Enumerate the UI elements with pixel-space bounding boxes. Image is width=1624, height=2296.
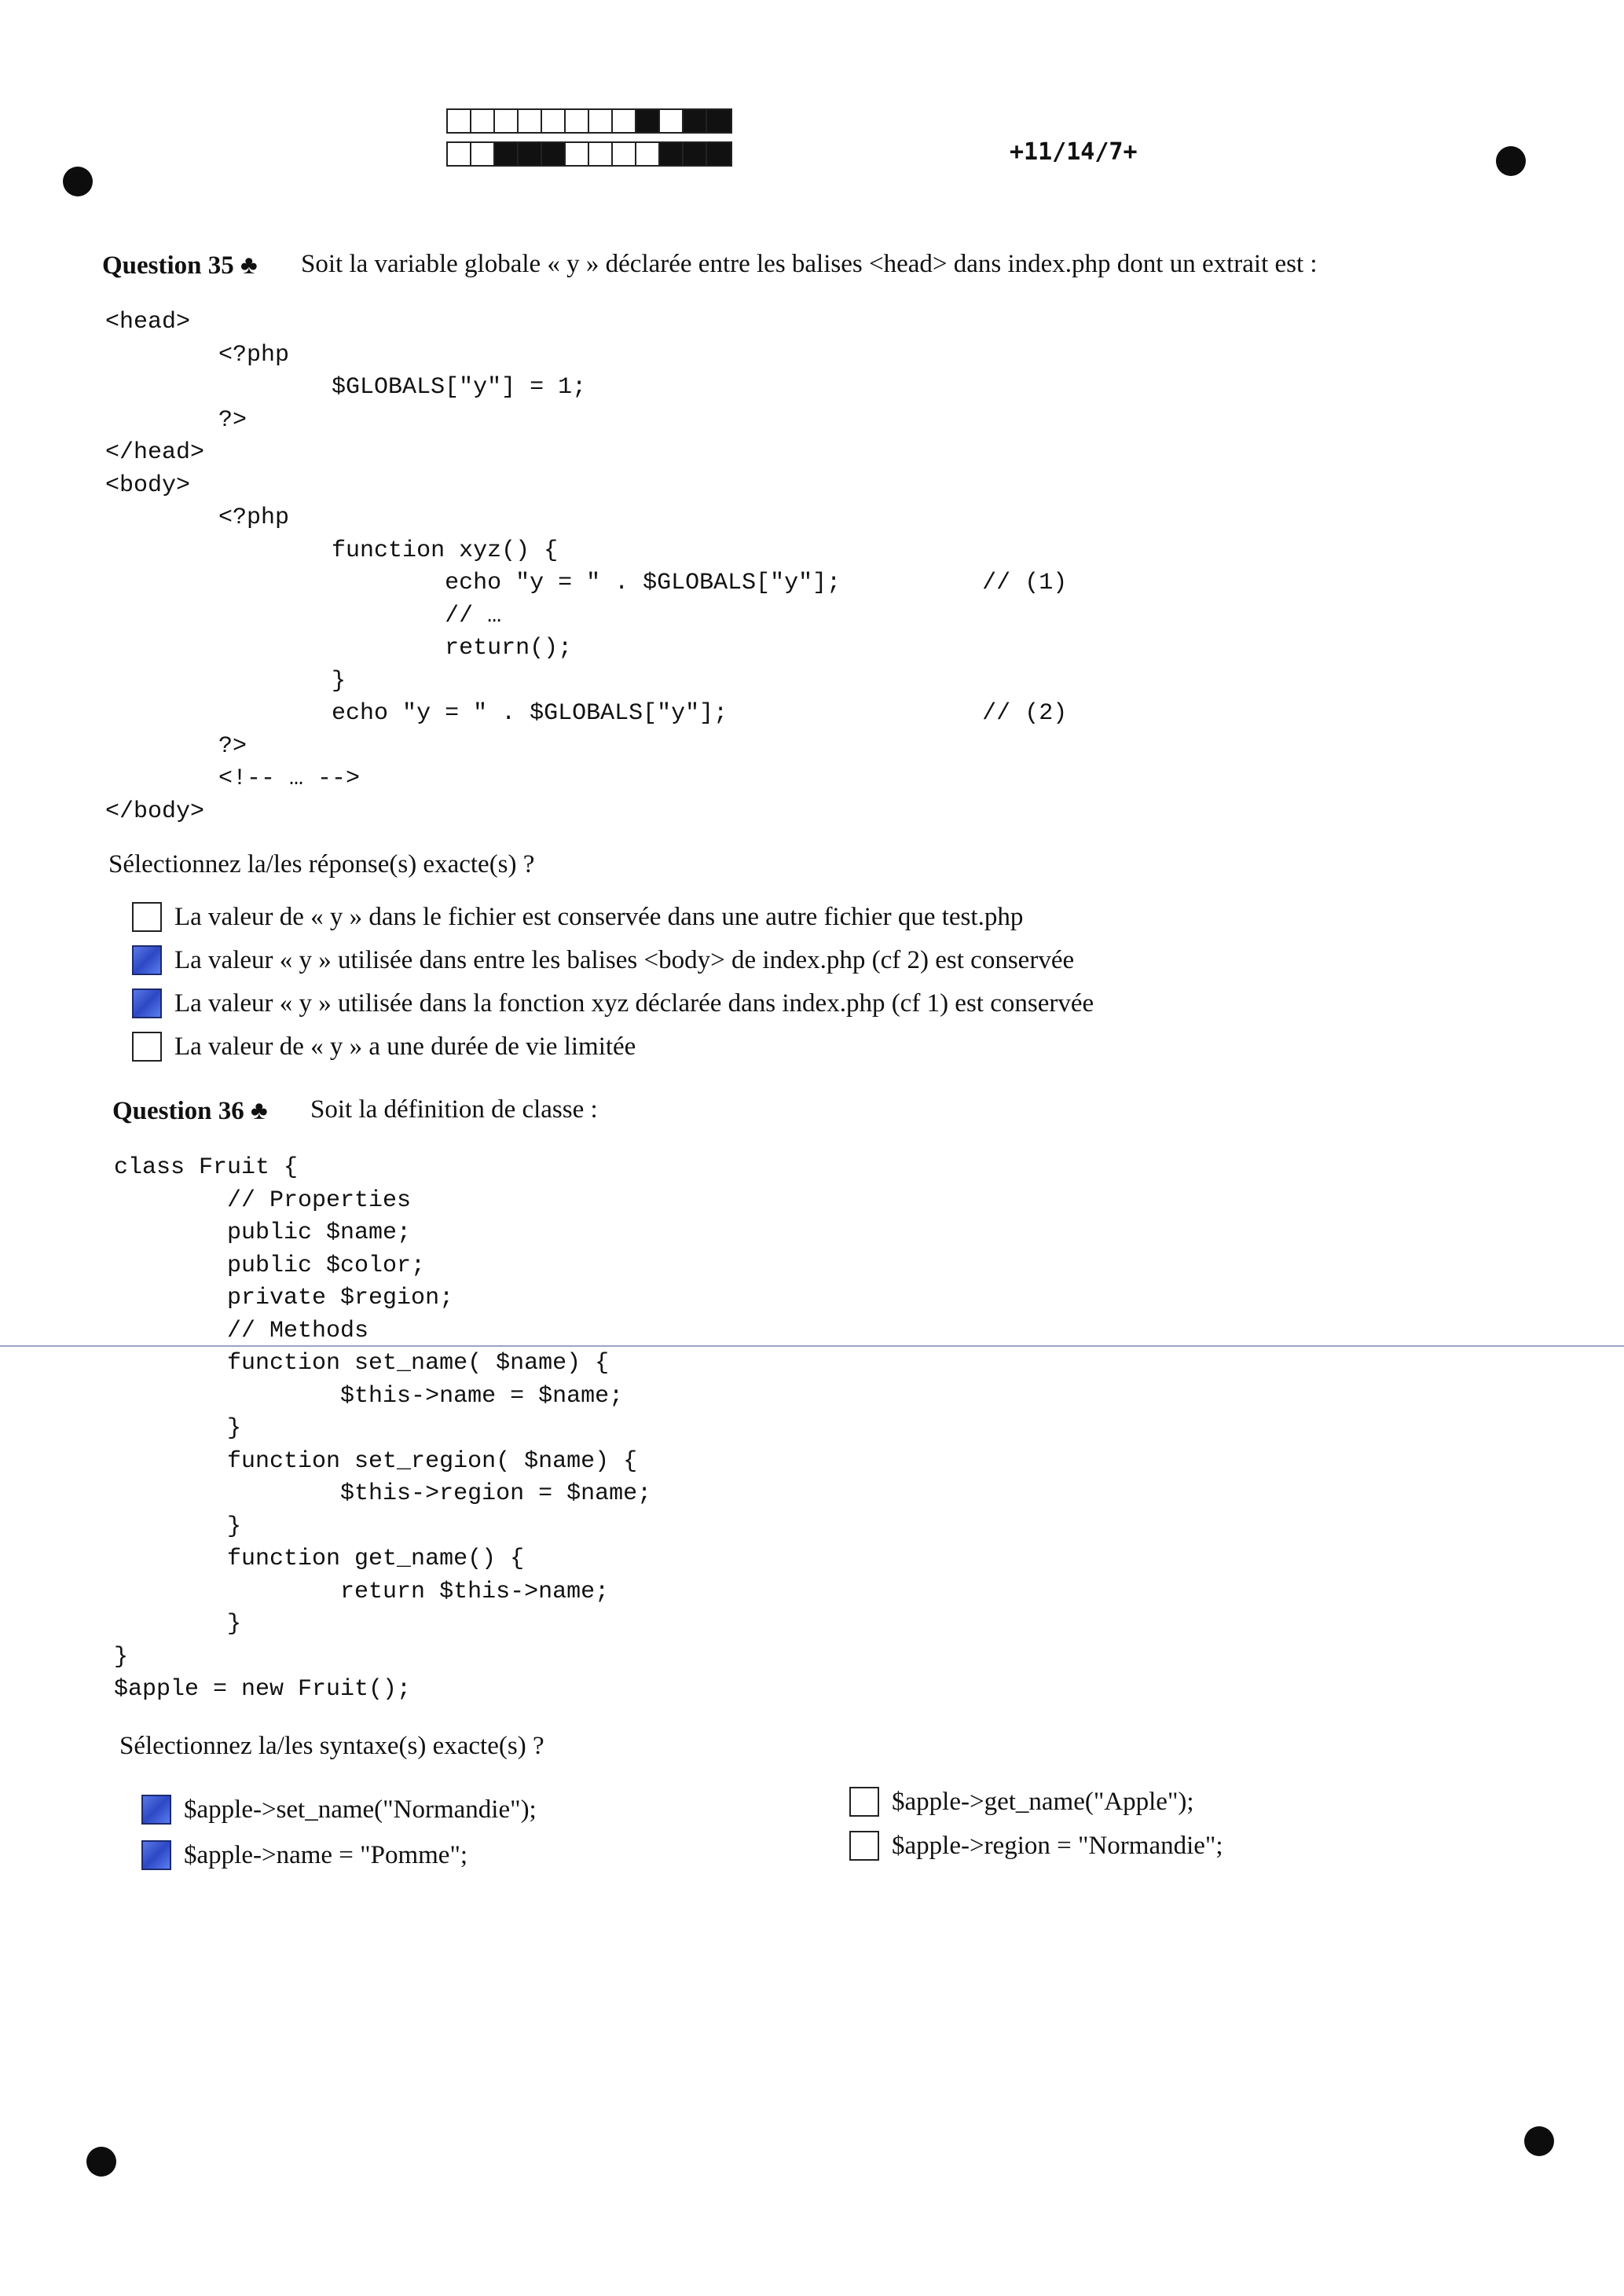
- option-text: La valeur « y » utilisée dans la fonction xyz déclarée dans index.php (cf 1) est conservée: [174, 988, 1094, 1018]
- code-line: </head>: [105, 439, 205, 466]
- question-35-statement: Soit la variable globale « y » déclarée entre les balises <head> dans index.php dont un extrait est :: [301, 250, 1318, 278]
- question-36-header: [112, 1097, 268, 1126]
- code-line: echo "y = " . $GLOBALS["y"]; // (2): [105, 700, 1068, 727]
- option-text: $apple->name = "Pomme";: [184, 1840, 468, 1869]
- checkbox-checked[interactable]: [141, 1840, 171, 1870]
- code-line: $GLOBALS["y"] = 1;: [105, 374, 587, 401]
- code-line: // Methods: [114, 1317, 369, 1344]
- code-line: ?>: [105, 732, 247, 760]
- q35-option-1[interactable]: [132, 902, 1023, 932]
- question-35-code: [105, 306, 1067, 828]
- code-line: return $this->name;: [114, 1578, 610, 1605]
- code-line: <!-- … -->: [105, 765, 361, 792]
- question-35-label: Question 35: [102, 251, 234, 280]
- code-line: return();: [105, 635, 573, 662]
- q35-option-3[interactable]: [132, 988, 1094, 1018]
- code-line: // Properties: [114, 1187, 412, 1214]
- code-line: function get_name() {: [114, 1546, 525, 1572]
- option-text: $apple->get_name("Apple");: [892, 1787, 1194, 1816]
- q35-option-4[interactable]: [132, 1032, 636, 1062]
- checkbox-checked[interactable]: [132, 988, 162, 1018]
- option-text: $apple->region = "Normandie";: [892, 1831, 1223, 1860]
- code-line: <body>: [105, 471, 191, 499]
- code-line: }: [114, 1611, 242, 1638]
- question-36-code: [114, 1152, 651, 1707]
- q35-option-2[interactable]: [132, 945, 1074, 975]
- registration-dot-bottom-left: [86, 2147, 116, 2177]
- option-text: La valeur de « y » dans le fichier est conservée dans une autre fichier que test.php: [174, 902, 1024, 931]
- code-line: class Fruit {: [114, 1154, 299, 1181]
- question-36-label: Question 36: [112, 1097, 244, 1125]
- registration-dot-top-right: [1496, 146, 1526, 176]
- option-text: La valeur de « y » a une durée de vie limitée: [174, 1032, 636, 1061]
- option-text: $apple->set_name("Normandie");: [184, 1795, 537, 1824]
- barcode-row-2: [446, 141, 732, 167]
- code-line: <?php: [105, 341, 290, 369]
- question-36-prompt: Sélectionnez la/les syntaxe(s) exacte(s) ?: [119, 1732, 544, 1760]
- code-line: $this->region = $name;: [114, 1480, 652, 1507]
- question-35-header: [102, 251, 258, 281]
- club-icon: ♣: [240, 251, 258, 280]
- code-line: public $name;: [114, 1220, 412, 1246]
- code-line: <?php: [105, 504, 290, 531]
- code-line: echo "y = " . $GLOBALS["y"]; // (1): [105, 570, 1068, 596]
- question-36-statement: Soit la définition de classe :: [310, 1095, 598, 1124]
- q36-option-2[interactable]: [141, 1840, 467, 1870]
- q36-option-1[interactable]: [141, 1795, 537, 1825]
- scan-artifact-line: [0, 1345, 1624, 1347]
- checkbox[interactable]: [132, 902, 162, 932]
- registration-dot-top-left: [63, 167, 93, 196]
- question-35-prompt: Sélectionnez la/les réponse(s) exacte(s) ?: [108, 850, 535, 878]
- code-line: // …: [105, 602, 502, 629]
- page-code: +11/14/7+: [1010, 138, 1138, 166]
- code-line: <head>: [105, 309, 191, 336]
- checkbox-checked[interactable]: [132, 945, 162, 975]
- code-line: $apple = new Fruit();: [114, 1676, 412, 1703]
- code-line: }: [114, 1415, 242, 1442]
- code-line: </body>: [105, 798, 205, 825]
- checkbox[interactable]: [849, 1831, 879, 1861]
- club-icon: ♣: [251, 1097, 268, 1125]
- q36-option-3[interactable]: [849, 1787, 1194, 1817]
- code-line: private $region;: [114, 1285, 454, 1311]
- checkbox[interactable]: [132, 1032, 162, 1062]
- code-line: }: [105, 667, 346, 695]
- checkbox[interactable]: [849, 1787, 879, 1817]
- code-line: function set_region( $name) {: [114, 1447, 638, 1475]
- registration-dot-bottom-right: [1524, 2126, 1554, 2156]
- option-text: La valeur « y » utilisée dans entre les balises <body> de index.php (cf 2) est conservée: [174, 945, 1075, 974]
- code-line: $this->name = $name;: [114, 1382, 624, 1410]
- code-line: function xyz() {: [105, 537, 559, 564]
- code-line: function set_name( $name) {: [114, 1350, 610, 1377]
- code-line: ?>: [105, 406, 247, 434]
- code-line: }: [114, 1643, 129, 1671]
- code-line: public $color;: [114, 1252, 426, 1279]
- q36-option-4[interactable]: [849, 1831, 1223, 1861]
- barcode-row-1: [446, 108, 732, 134]
- code-line: }: [114, 1513, 242, 1540]
- checkbox-checked[interactable]: [141, 1795, 171, 1825]
